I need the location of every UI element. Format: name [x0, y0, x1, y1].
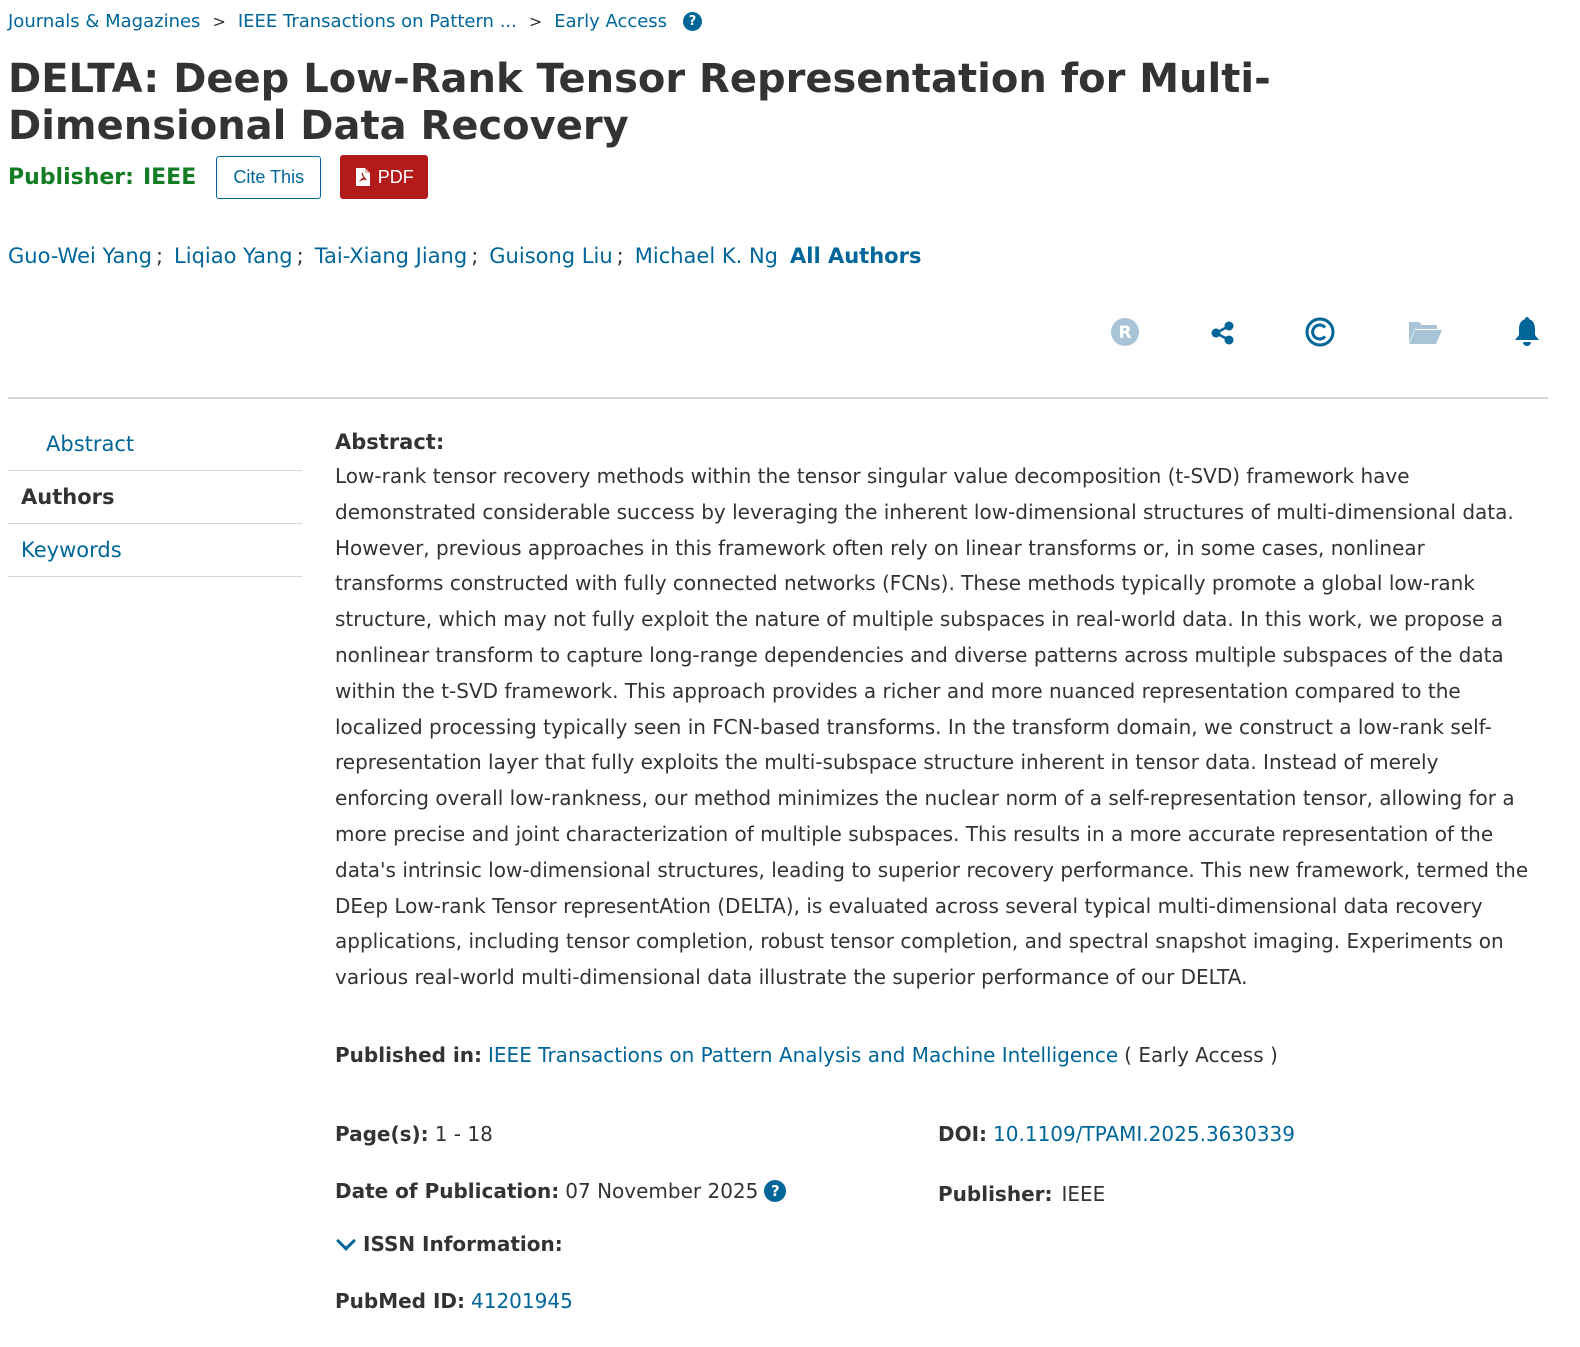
breadcrumb-separator: >	[528, 11, 543, 31]
nav-item-keywords[interactable]: Keywords	[8, 524, 302, 577]
copyright-icon[interactable]	[1301, 313, 1339, 351]
date-value: 07 November 2025	[565, 1179, 759, 1203]
published-in-label: Published in:	[335, 1043, 483, 1067]
breadcrumb	[8, 8, 702, 34]
author-list	[8, 240, 921, 272]
pages-label: Page(s):	[335, 1122, 429, 1146]
pubmed-field	[335, 1285, 573, 1317]
breadcrumb-journal[interactable]: IEEE Transactions on Pattern ...	[237, 10, 517, 32]
bell-icon[interactable]	[1508, 313, 1546, 351]
publisher-label: Publisher:	[8, 164, 134, 190]
publisher-detail-label: Publisher:	[938, 1182, 1053, 1206]
share-icon[interactable]	[1204, 313, 1242, 351]
abstract-text: Low-rank tensor recovery methods within the tensor singular value decomposition (t-SVD) framework have demonstrated considerable success by leveraging the inherent low-dimensional structures of multi-dimensional data. However, previous approaches in this framework often rely on linear transforms or, in some cases, nonlinear transforms constructed with fully connected networks (FCNs). These methods typically promote a global low-rank structure, which may not fully exploit the nature of multiple subspaces in real-world data. In this work, we propose a nonlinear transform to capture long-range dependencies and diverse patterns across multiple subspaces of the data within the t-SVD framework. This approach provides a richer and more nuanced representation compared to the localized processing typically seen in FCN-based transforms. In the transform domain, we construct a low-rank self-representation layer that fully exploits the multi-subspace structure inherent in tensor data. Instead of merely enforcing overall low-rankness, our method minimizes the nuclear norm of a self-representation tensor, allowing for a more precise and joint characterization of multiple subspaces. This results in a more accurate representation of the data's intrinsic low-dimensional structures, leading to superior recovery performance. This new framework, termed the DEep Low-rank Tensor representAtion (DELTA), is evaluated across several typical multi-dimensional data recovery applications, including tensor completion, robust tensor completion, and spectral snapshot imaging. Experiments on various real-world multi-dimensional data illustrate the superior performance of our DELTA.	[335, 464, 1529, 990]
svg-text:R: R	[1118, 323, 1132, 343]
pdf-button-label: PDF	[377, 166, 414, 187]
doi-link[interactable]: 10.1109/TPAMI.2025.3630339	[993, 1122, 1296, 1146]
author-link[interactable]: Tai-Xiang Jiang	[314, 244, 468, 268]
breadcrumb-early-access[interactable]: Early Access	[554, 10, 668, 32]
author-link[interactable]: Michael K. Ng	[634, 244, 779, 268]
date-label: Date of Publication:	[335, 1179, 560, 1203]
rights-icon[interactable]	[1106, 313, 1144, 351]
publisher-row	[8, 155, 428, 199]
author-link[interactable]: Guisong Liu	[489, 244, 613, 268]
abstract-heading: Abstract:	[335, 430, 445, 454]
date-of-publication-field	[335, 1175, 786, 1207]
doi-label: DOI:	[938, 1122, 988, 1146]
cite-this-button[interactable]: Cite This	[216, 156, 321, 199]
page-title: DELTA: Deep Low-Rank Tensor Representation for Multi-Dimensional Data Recovery	[8, 56, 1271, 149]
issn-toggle[interactable]	[335, 1228, 563, 1260]
side-nav	[8, 418, 302, 577]
nav-item-authors[interactable]: Authors	[8, 471, 302, 524]
publisher-detail-value: IEEE	[1061, 1182, 1106, 1206]
pubmed-label: PubMed ID:	[335, 1289, 465, 1313]
published-in	[335, 1039, 1278, 1071]
help-icon[interactable]: ?	[683, 12, 702, 31]
folder-icon[interactable]	[1405, 313, 1445, 351]
help-icon[interactable]: ?	[764, 1180, 786, 1202]
author-link[interactable]: Liqiao Yang	[174, 244, 293, 268]
author-link[interactable]: Guo-Wei Yang	[8, 244, 152, 268]
journal-link[interactable]: IEEE Transactions on Pattern Analysis and Machine Intelligence	[488, 1043, 1119, 1067]
pages-field	[335, 1118, 493, 1150]
author-separator: ;	[296, 244, 304, 268]
pages-value: 1 - 18	[434, 1122, 493, 1146]
pdf-button[interactable]	[340, 155, 428, 199]
publisher-value: IEEE	[142, 164, 197, 190]
publication-status: ( Early Access )	[1124, 1043, 1278, 1067]
all-authors-link[interactable]: All Authors	[790, 244, 922, 268]
section-divider	[8, 397, 1548, 399]
publisher-field	[938, 1178, 1105, 1210]
issn-label: ISSN Information:	[363, 1232, 563, 1256]
pubmed-link[interactable]: 41201945	[471, 1289, 573, 1313]
doi-field	[938, 1118, 1295, 1150]
abstract-section	[335, 427, 1535, 996]
author-separator: ;	[616, 244, 624, 268]
breadcrumb-separator: >	[212, 11, 226, 31]
nav-item-abstract[interactable]: Abstract	[8, 418, 302, 471]
author-separator: ;	[471, 244, 479, 268]
breadcrumb-journals-magazines[interactable]: Journals & Magazines	[8, 10, 201, 32]
chevron-down-icon	[336, 1231, 356, 1251]
author-separator: ;	[155, 244, 164, 268]
pdf-file-icon	[355, 167, 371, 187]
